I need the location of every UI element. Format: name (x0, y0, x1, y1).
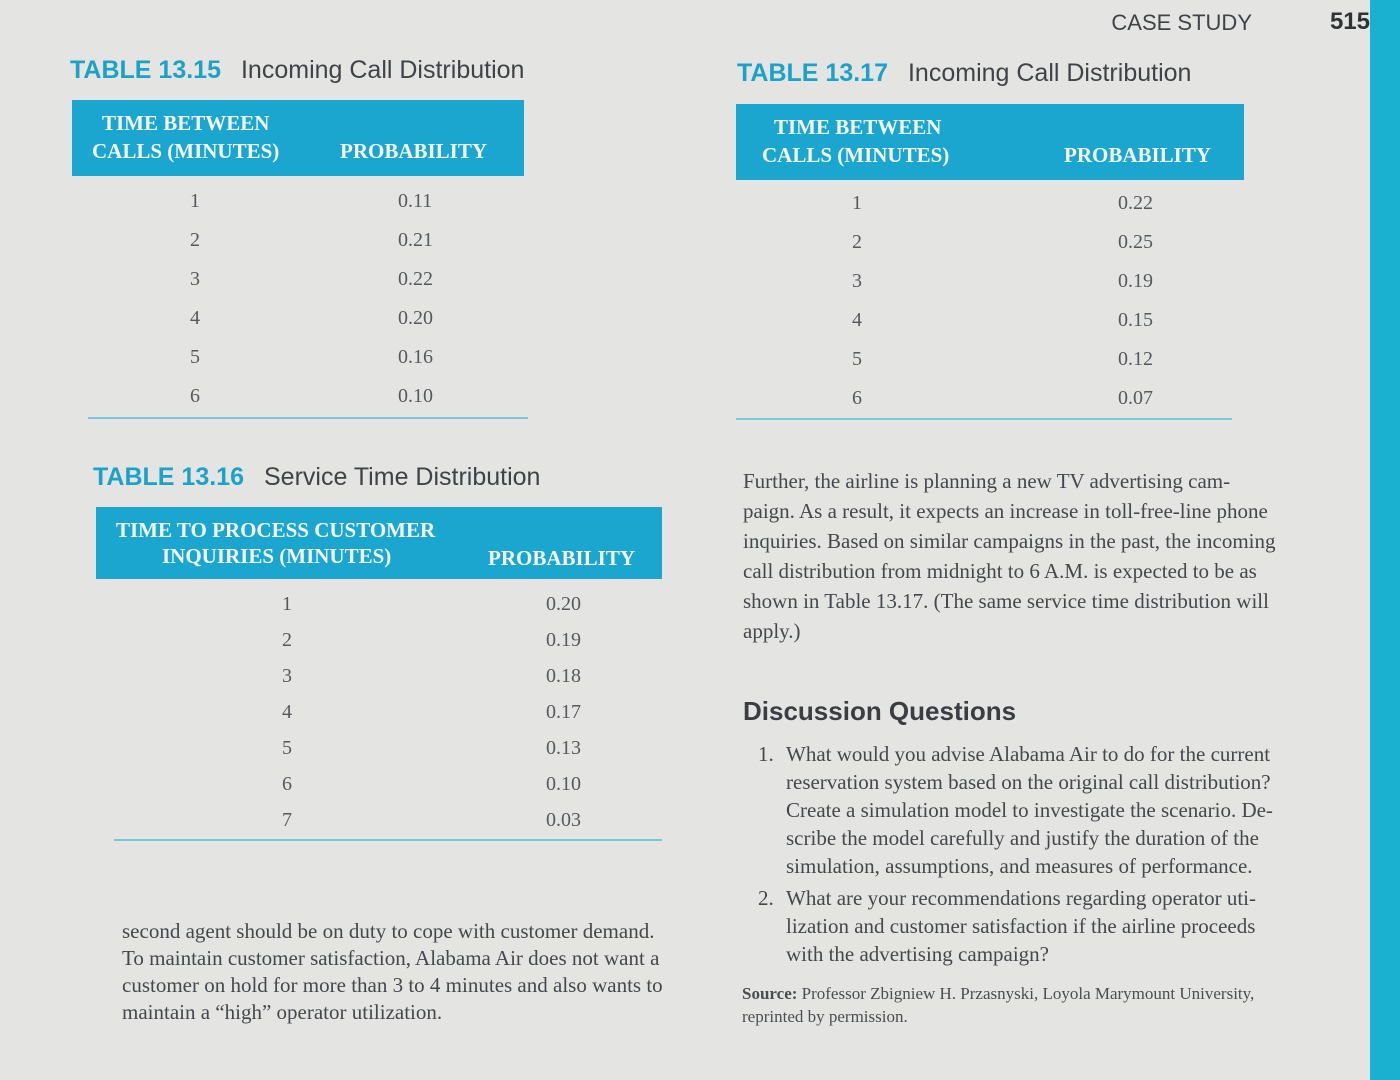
table-15-caption: Incoming Call Distribution (240, 56, 525, 84)
table-row (72, 229, 524, 267)
table-row (96, 629, 662, 667)
table-16-title (93, 463, 540, 492)
table-row (72, 190, 524, 228)
question-line: with the advertising campaign? (786, 942, 1050, 966)
question-line: What would you advise Alabama Air to do for the current (786, 742, 1271, 766)
probability-cell: 0.18 (546, 665, 581, 687)
table-row (96, 665, 662, 703)
time-cell: 2 (190, 229, 200, 251)
table-15-col2-header: PROBABILITY (340, 139, 488, 163)
question-number: 1. (758, 742, 774, 766)
time-cell: 4 (190, 307, 200, 329)
page-number: 515 (1329, 8, 1370, 35)
paragraph-line: apply.) (743, 619, 801, 643)
probability-cell: 0.20 (398, 307, 433, 329)
source-label: Source: (742, 984, 798, 1003)
table-17-col2-header: PROBABILITY (1064, 143, 1212, 167)
paragraph-line: call distribution from midnight to 6 A.M. is expected to be as (743, 559, 1257, 583)
question-line: Create a simulation model to investigate the scenario. De- (786, 798, 1273, 822)
paragraph-line: shown in Table 13.17. (The same service time distribution will (743, 589, 1269, 613)
probability-cell: 0.10 (398, 385, 433, 407)
probability-cell: 0.07 (1118, 387, 1153, 409)
table-17-col1-line1: TIME BETWEEN (774, 115, 942, 139)
probability-cell: 0.17 (546, 701, 581, 723)
table-17-number: TABLE 13.17 (737, 59, 888, 87)
table-row (736, 309, 1244, 347)
probability-cell: 0.11 (398, 190, 433, 212)
discussion-heading: Discussion Questions (743, 696, 1017, 726)
time-cell: 7 (282, 809, 292, 831)
table-15-col1-line1: TIME BETWEEN (102, 111, 270, 135)
table-row (96, 593, 662, 631)
probability-cell: 0.25 (1118, 231, 1153, 253)
time-cell: 1 (282, 593, 292, 615)
question-line: What are your recommendations regarding operator uti- (786, 886, 1256, 910)
table-17-header (736, 104, 1244, 180)
question-line: scribe the model carefully and justify the duration of the (786, 826, 1259, 850)
right-paragraph (743, 466, 1363, 646)
time-cell: 6 (190, 385, 200, 407)
page-edge-bar (1370, 0, 1400, 1080)
table-15-title (70, 56, 524, 85)
table-15 (72, 100, 524, 407)
source-line1: Professor Zbigniew H. Przasnyski, Loyola Marymount University, (801, 984, 1255, 1003)
table-16-header (96, 507, 662, 579)
question-line: reservation system based on the original call distribution? (786, 770, 1271, 794)
table-16-caption: Service Time Distribution (263, 463, 541, 491)
table-15-col1-line2: CALLS (MINUTES) (92, 139, 280, 163)
question-number: 2. (758, 886, 774, 910)
discussion-question (744, 884, 1344, 968)
table-row (72, 268, 524, 306)
paragraph-line: second agent should be on duty to cope with customer demand. (122, 919, 655, 943)
probability-cell: 0.16 (398, 346, 433, 368)
table-17 (736, 104, 1244, 409)
probability-cell: 0.20 (546, 593, 581, 615)
table-row (736, 192, 1244, 230)
paragraph-line: customer on hold for more than 3 to 4 minutes and also wants to (122, 973, 663, 997)
running-header (910, 8, 1370, 38)
paragraph-line: inquiries. Based on similar campaigns in the past, the incoming (743, 529, 1276, 553)
probability-cell: 0.22 (1118, 192, 1153, 214)
table-row (96, 701, 662, 739)
question-line: lization and customer satisfaction if the airline proceeds (786, 914, 1256, 938)
time-cell: 6 (852, 387, 862, 409)
paragraph-line: paign. As a result, it expects an increase in toll-free-line phone (743, 499, 1268, 523)
probability-cell: 0.15 (1118, 309, 1153, 331)
table-row (736, 270, 1244, 308)
table-16-col1-line2: INQUIRIES (MINUTES) (162, 544, 392, 568)
table-row (736, 348, 1244, 386)
table-row (96, 809, 662, 847)
table-17-title (737, 59, 1191, 88)
table-16-col2-header: PROBABILITY (488, 546, 636, 570)
table-17-caption: Incoming Call Distribution (907, 59, 1192, 87)
table-16-number: TABLE 13.16 (93, 463, 244, 491)
time-cell: 3 (852, 270, 862, 292)
table-17-bottom-rule (736, 418, 1232, 420)
time-cell: 2 (852, 231, 862, 253)
table-row (72, 307, 524, 345)
table-row (72, 346, 524, 384)
probability-cell: 0.21 (398, 229, 433, 251)
time-cell: 1 (190, 190, 200, 212)
table-17-col1-line2: CALLS (MINUTES) (762, 143, 950, 167)
probability-cell: 0.10 (546, 773, 581, 795)
section-label: CASE STUDY (1111, 10, 1252, 35)
time-cell: 4 (852, 309, 862, 331)
probability-cell: 0.19 (1118, 270, 1153, 292)
left-paragraph (122, 918, 722, 1026)
table-row (96, 773, 662, 811)
paragraph-line: maintain a “high” operator utilization. (122, 1000, 443, 1024)
table-row (736, 231, 1244, 269)
source-line2: reprinted by permission. (742, 1007, 908, 1026)
table-16-col1-line1: TIME TO PROCESS CUSTOMER (116, 518, 436, 542)
time-cell: 1 (852, 192, 862, 214)
probability-cell: 0.19 (546, 629, 581, 651)
table-16-bottom-rule (114, 839, 662, 841)
paragraph-line: Further, the airline is planning a new TV advertising cam- (743, 469, 1231, 493)
probability-cell: 0.03 (546, 809, 581, 831)
table-15-bottom-rule (88, 417, 528, 419)
time-cell: 3 (190, 268, 200, 290)
table-15-number: TABLE 13.15 (70, 56, 221, 84)
time-cell: 3 (282, 665, 292, 687)
paragraph-line: To maintain customer satisfaction, Alabama Air does not want a (122, 946, 660, 970)
time-cell: 5 (282, 737, 292, 759)
table-15-header (72, 100, 524, 176)
time-cell: 5 (852, 348, 862, 370)
source-credit (742, 982, 1342, 1028)
discussion-question (744, 740, 1344, 880)
time-cell: 2 (282, 629, 292, 651)
probability-cell: 0.13 (546, 737, 581, 759)
time-cell: 6 (282, 773, 292, 795)
table-row (96, 737, 662, 775)
discussion-questions (744, 740, 1344, 972)
question-line: simulation, assumptions, and measures of performance. (786, 854, 1253, 878)
probability-cell: 0.12 (1118, 348, 1153, 370)
probability-cell: 0.22 (398, 268, 433, 290)
time-cell: 4 (282, 701, 292, 723)
table-16 (96, 507, 662, 831)
time-cell: 5 (190, 346, 200, 368)
